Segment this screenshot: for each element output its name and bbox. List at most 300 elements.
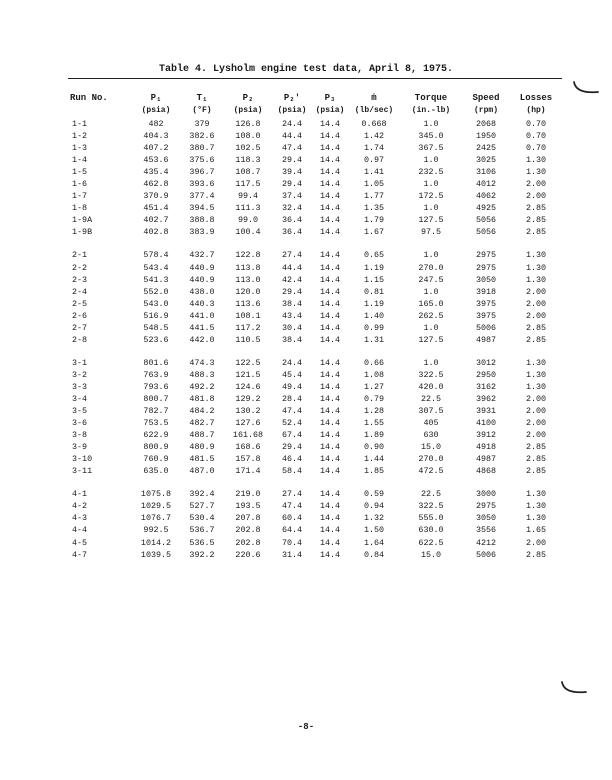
cell-run: 3-10 (72, 454, 93, 465)
cell-p1: 453.6 (143, 155, 169, 166)
table-row (68, 549, 562, 561)
cell-speed: 4212 (475, 537, 497, 548)
cell-run: 3-1 (72, 357, 88, 368)
cell-mass-flow: 0.668 (361, 119, 387, 130)
cell-p3: 14.4 (319, 357, 341, 368)
cell-p2: 113.0 (235, 274, 261, 285)
cell-mass-flow: 0.59 (363, 489, 385, 500)
cell-t1: 383.9 (189, 227, 215, 238)
cell-losses: 1.30 (525, 262, 547, 273)
table-row (68, 226, 562, 238)
col-header-p2: P₂ (242, 93, 254, 103)
cell-mass-flow: 0.84 (363, 549, 385, 560)
cell-run: 1-3 (72, 143, 88, 154)
cell-t1: 527.7 (189, 501, 215, 512)
cell-p2: 117.5 (235, 179, 261, 190)
cell-speed: 4987 (475, 334, 497, 345)
cell-torque: 420.0 (418, 381, 444, 392)
cell-torque: 630 (423, 430, 439, 441)
cell-p2: 108.1 (235, 310, 261, 321)
cell-p3: 14.4 (319, 298, 341, 309)
cell-losses: 2.85 (525, 334, 547, 345)
cell-p1: 435.4 (143, 167, 169, 178)
cell-p2-prime: 47.4 (281, 143, 303, 154)
cell-p2-prime: 42.4 (281, 274, 303, 285)
cell-losses: 2.85 (525, 466, 547, 477)
cell-torque: 630.0 (418, 525, 444, 536)
cell-mass-flow: 1.28 (363, 406, 385, 417)
cell-p2-prime: 29.4 (281, 155, 303, 166)
cell-losses: 2.85 (525, 442, 547, 453)
cell-p3: 14.4 (319, 191, 341, 202)
cell-p2-prime: 70.4 (281, 537, 303, 548)
cell-losses: 1.30 (525, 357, 547, 368)
cell-p1: 992.5 (143, 525, 169, 536)
cell-speed: 3012 (475, 357, 497, 368)
cell-p2: 202.8 (235, 537, 261, 548)
cell-p2: 100.4 (235, 227, 261, 238)
cell-speed: 3162 (475, 381, 497, 392)
corner-mark-top (572, 80, 602, 100)
cell-speed: 3106 (475, 167, 497, 178)
cell-p2: 127.6 (235, 418, 261, 429)
cell-speed: 3556 (475, 525, 497, 536)
cell-p3: 14.4 (319, 262, 341, 273)
cell-p2: 220.6 (235, 549, 261, 560)
table-row (68, 417, 562, 429)
cell-mass-flow: 1.79 (363, 215, 385, 226)
unit-p2: (psia) (233, 106, 263, 115)
cell-p3: 14.4 (319, 250, 341, 261)
cell-t1: 438.0 (189, 286, 215, 297)
cell-mass-flow: 0.94 (363, 501, 385, 512)
cell-losses: 1.30 (525, 155, 547, 166)
col-header-speed: Speed (472, 93, 500, 103)
cell-p1: 482 (148, 119, 164, 130)
cell-p2-prime: 29.4 (281, 286, 303, 297)
cell-torque: 15.0 (420, 442, 442, 453)
cell-p2: 111.3 (235, 203, 261, 214)
cell-speed: 3975 (475, 298, 497, 309)
cell-mass-flow: 1.44 (363, 454, 385, 465)
cell-speed: 3050 (475, 513, 497, 524)
cell-p2: 99.4 (237, 191, 259, 202)
cell-losses: 2.00 (525, 406, 547, 417)
cell-p2-prime: 47.4 (281, 501, 303, 512)
cell-p1: 404.3 (143, 131, 169, 142)
cell-t1: 492.2 (189, 381, 215, 392)
table-row (68, 238, 562, 261)
cell-t1: 396.7 (189, 167, 215, 178)
cell-p2-prime: 60.4 (281, 513, 303, 524)
cell-p3: 14.4 (319, 454, 341, 465)
cell-p2-prime: 67.4 (281, 430, 303, 441)
cell-run: 3-11 (72, 466, 93, 477)
table-row (68, 274, 562, 286)
cell-torque: 1.0 (423, 119, 439, 130)
cell-p2: 126.8 (235, 119, 261, 130)
cell-run: 3-5 (72, 406, 88, 417)
cell-torque: 165.0 (418, 298, 444, 309)
col-header-t1: T₁ (196, 93, 208, 103)
page-number: -8- (297, 722, 315, 732)
cell-p1: 578.4 (143, 250, 169, 261)
cell-run: 4-1 (72, 489, 88, 500)
unit-t1: (°F) (192, 106, 212, 115)
cell-p2-prime: 27.4 (281, 250, 303, 261)
cell-p3: 14.4 (319, 513, 341, 524)
cell-losses: 0.70 (525, 131, 547, 142)
cell-p2: 120.0 (235, 286, 261, 297)
cell-losses: 1.30 (525, 250, 547, 261)
cell-p3: 14.4 (319, 501, 341, 512)
cell-mass-flow: 1.74 (363, 143, 385, 154)
cell-torque: 270.0 (418, 454, 444, 465)
cell-mass-flow: 0.90 (363, 442, 385, 453)
col-header-p1: P₁ (150, 93, 162, 103)
cell-run: 1-5 (72, 167, 88, 178)
cell-run: 1-6 (72, 179, 88, 190)
table-row (68, 190, 562, 202)
cell-run: 2-2 (72, 262, 88, 273)
cell-p2-prime: 31.4 (281, 549, 303, 560)
cell-losses: 1.30 (525, 369, 547, 380)
cell-p2: 171.4 (235, 466, 261, 477)
cell-mass-flow: 1.77 (363, 191, 385, 202)
cell-run: 2-8 (72, 334, 88, 345)
cell-torque: 622.5 (418, 537, 444, 548)
cell-p2: 108.7 (235, 167, 261, 178)
cell-mass-flow: 0.79 (363, 394, 385, 404)
cell-losses: 1.30 (525, 501, 547, 512)
cell-t1: 484.2 (189, 406, 215, 417)
unit-p2-prime: (psia) (277, 106, 307, 115)
cell-p2-prime: 27.4 (281, 489, 303, 500)
cell-torque: 127.5 (418, 215, 444, 226)
cell-run: 3-3 (72, 381, 88, 392)
cell-speed: 3931 (475, 406, 497, 417)
cell-torque: 1.0 (423, 286, 439, 297)
cell-p1: 543.0 (143, 298, 169, 309)
cell-speed: 3975 (475, 310, 497, 321)
col-header-losses: Losses (519, 93, 553, 103)
table-row (68, 453, 562, 465)
engine-test-table (68, 79, 562, 561)
cell-p1: 800.7 (143, 394, 169, 404)
cell-speed: 5006 (475, 322, 497, 333)
cell-p2-prime: 47.4 (281, 406, 303, 417)
cell-p2: 207.8 (235, 513, 261, 524)
cell-run: 3-6 (72, 418, 88, 429)
cell-t1: 481.5 (189, 454, 215, 465)
cell-p2-prime: 49.4 (281, 381, 303, 392)
cell-run: 2-5 (72, 298, 88, 309)
cell-mass-flow: 1.89 (363, 430, 385, 441)
unit-run (68, 103, 132, 118)
unit-speed: (rpm) (473, 106, 498, 115)
cell-run: 2-7 (72, 322, 88, 333)
cell-t1: 536.7 (189, 525, 215, 536)
cell-mass-flow: 0.65 (363, 250, 385, 261)
cell-p2-prime: 64.4 (281, 525, 303, 536)
cell-p3: 14.4 (319, 334, 341, 345)
cell-losses: 2.85 (525, 215, 547, 226)
cell-p1: 763.9 (143, 369, 169, 380)
cell-t1: 380.7 (189, 143, 215, 154)
cell-speed: 5056 (475, 227, 497, 238)
cell-p3: 14.4 (319, 203, 341, 214)
cell-p2-prime: 39.4 (281, 167, 303, 178)
cell-p3: 14.4 (319, 406, 341, 417)
table-row (68, 310, 562, 322)
cell-run: 2-1 (72, 250, 88, 261)
cell-p3: 14.4 (319, 537, 341, 548)
unit-torque: (in.-lb) (411, 106, 451, 115)
cell-losses: 2.00 (525, 394, 547, 404)
cell-p3: 14.4 (319, 381, 341, 392)
cell-losses: 2.00 (525, 537, 547, 548)
cell-p2-prime: 29.4 (281, 179, 303, 190)
col-header-p2-prime: P₂' (283, 93, 301, 103)
cell-p3: 14.4 (319, 286, 341, 297)
cell-p1: 541.3 (143, 274, 169, 285)
cell-mass-flow: 1.42 (363, 131, 385, 142)
cell-p2: 99.0 (237, 215, 259, 226)
cell-p1: 801.6 (143, 357, 169, 368)
cell-p1: 523.6 (143, 334, 169, 345)
table-row (68, 369, 562, 381)
cell-t1: 442.0 (189, 334, 215, 345)
cell-speed: 4925 (475, 203, 497, 214)
cell-losses: 1.65 (525, 525, 547, 536)
table-body (68, 118, 562, 561)
cell-p3: 14.4 (319, 549, 341, 560)
cell-p1: 1075.8 (140, 489, 172, 500)
cell-losses: 2.00 (525, 286, 547, 297)
cell-mass-flow: 1.08 (363, 369, 385, 380)
cell-t1: 441.5 (189, 322, 215, 333)
cell-losses: 2.85 (525, 454, 547, 465)
cell-p2: 113.8 (235, 262, 261, 273)
table-row (68, 118, 562, 130)
cell-speed: 5006 (475, 549, 497, 560)
cell-p1: 1039.5 (140, 549, 172, 560)
cell-losses: 1.30 (525, 381, 547, 392)
cell-torque: 97.5 (420, 227, 442, 238)
cell-p1: 622.9 (143, 430, 169, 441)
cell-speed: 2975 (475, 501, 497, 512)
cell-p3: 14.4 (319, 167, 341, 178)
table-row (68, 441, 562, 453)
cell-losses: 2.00 (525, 310, 547, 321)
cell-p2-prime: 46.4 (281, 454, 303, 465)
cell-p1: 407.2 (143, 143, 169, 154)
cell-p2-prime: 36.4 (281, 215, 303, 226)
cell-p2: 168.6 (235, 442, 261, 453)
cell-run: 1-1 (72, 119, 88, 130)
cell-mass-flow: 1.05 (363, 179, 385, 190)
cell-p3: 14.4 (319, 131, 341, 142)
cell-t1: 440.9 (189, 262, 215, 273)
cell-p2: 102.5 (235, 143, 261, 154)
table-row (68, 346, 562, 369)
cell-t1: 530.4 (189, 513, 215, 524)
cell-torque: 15.0 (420, 549, 442, 560)
cell-p2: 118.3 (235, 155, 261, 166)
cell-speed: 4100 (475, 418, 497, 429)
cell-t1: 481.8 (189, 394, 215, 404)
cell-t1: 394.5 (189, 203, 215, 214)
cell-mass-flow: 1.55 (363, 418, 385, 429)
cell-p2-prime: 58.4 (281, 466, 303, 477)
table-row (68, 298, 562, 310)
cell-p2-prime: 38.4 (281, 298, 303, 309)
cell-p3: 14.4 (319, 274, 341, 285)
unit-mass-flow: (lb/sec) (354, 106, 394, 115)
cell-p1: 516.9 (143, 310, 169, 321)
cell-t1: 388.8 (189, 215, 215, 226)
cell-p2: 122.5 (235, 357, 261, 368)
cell-mass-flow: 1.50 (363, 525, 385, 536)
table-row (68, 500, 562, 512)
cell-t1: 432.7 (189, 250, 215, 261)
cell-p2: 110.5 (235, 334, 261, 345)
cell-torque: 472.5 (418, 466, 444, 477)
table-row (68, 166, 562, 178)
cell-speed: 3050 (475, 274, 497, 285)
cell-p3: 14.4 (319, 322, 341, 333)
cell-run: 2-3 (72, 274, 88, 285)
cell-mass-flow: 1.67 (363, 227, 385, 238)
cell-p3: 14.4 (319, 525, 341, 536)
cell-mass-flow: 1.35 (363, 203, 385, 214)
cell-speed: 2975 (475, 250, 497, 261)
cell-torque: 262.5 (418, 310, 444, 321)
cell-speed: 3025 (475, 155, 497, 166)
cell-run: 4-2 (72, 501, 88, 512)
cell-run: 1-8 (72, 203, 88, 214)
col-header-mass-flow: ṁ (371, 93, 377, 103)
cell-p2: 129.2 (235, 394, 261, 404)
cell-speed: 3918 (475, 286, 497, 297)
cell-p2-prime: 38.4 (281, 334, 303, 345)
cell-p2: 108.0 (235, 131, 261, 142)
cell-mass-flow: 0.66 (363, 357, 385, 368)
cell-mass-flow: 1.31 (363, 334, 385, 345)
cell-run: 3-9 (72, 442, 88, 453)
cell-losses: 2.00 (525, 179, 547, 190)
table-row (68, 429, 562, 441)
cell-run: 4-5 (72, 537, 88, 548)
cell-torque: 1.0 (423, 155, 439, 166)
cell-speed: 4868 (475, 466, 497, 477)
table-row (68, 202, 562, 214)
cell-run: 2-4 (72, 286, 88, 297)
cell-run: 1-9A (72, 215, 93, 226)
cell-losses: 2.85 (525, 322, 547, 333)
cell-t1: 392.2 (189, 549, 215, 560)
cell-torque: 1.0 (423, 322, 439, 333)
table-row (68, 322, 562, 334)
cell-torque: 1.0 (423, 203, 439, 214)
table-row (68, 154, 562, 166)
cell-p3: 14.4 (319, 155, 341, 166)
cell-speed: 4918 (475, 442, 497, 453)
unit-losses: (hp) (526, 106, 546, 115)
cell-losses: 1.30 (525, 489, 547, 500)
cell-losses: 2.00 (525, 418, 547, 429)
cell-t1: 536.5 (189, 537, 215, 548)
cell-torque: 247.5 (418, 274, 444, 285)
cell-p3: 14.4 (319, 143, 341, 154)
cell-p3: 14.4 (319, 430, 341, 441)
cell-mass-flow: 1.19 (363, 262, 385, 273)
cell-p1: 793.6 (143, 381, 169, 392)
cell-t1: 441.0 (189, 310, 215, 321)
cell-run: 4-4 (72, 525, 88, 536)
cell-p3: 14.4 (319, 369, 341, 380)
cell-speed: 2975 (475, 262, 497, 273)
cell-t1: 488.7 (189, 430, 215, 441)
units-row (68, 103, 562, 118)
data-table-wrapper (68, 78, 562, 561)
cell-losses: 1.30 (525, 167, 547, 178)
cell-p1: 462.8 (143, 179, 169, 190)
cell-mass-flow: 0.99 (363, 322, 385, 333)
cell-torque: 172.5 (418, 191, 444, 202)
table-row (68, 393, 562, 405)
cell-losses: 0.70 (525, 143, 547, 154)
table-row (68, 262, 562, 274)
cell-p2: 219.0 (235, 489, 261, 500)
cell-mass-flow: 1.64 (363, 537, 385, 548)
cell-losses: 2.85 (525, 549, 547, 560)
cell-mass-flow: 1.19 (363, 298, 385, 309)
cell-p2: 161.68 (232, 430, 264, 441)
cell-p2-prime: 44.4 (281, 262, 303, 273)
cell-mass-flow: 1.32 (363, 513, 385, 524)
cell-p2-prime: 52.4 (281, 418, 303, 429)
cell-p1: 548.5 (143, 322, 169, 333)
cell-p2-prime: 44.4 (281, 131, 303, 142)
cell-speed: 4062 (475, 191, 497, 202)
cell-p1: 1076.7 (140, 513, 172, 524)
cell-mass-flow: 1.27 (363, 381, 385, 392)
cell-speed: 4987 (475, 454, 497, 465)
table-row (68, 178, 562, 190)
cell-p3: 14.4 (319, 119, 341, 130)
cell-p2-prime: 43.4 (281, 310, 303, 321)
cell-p2: 157.8 (235, 454, 261, 465)
cell-p1: 402.7 (143, 215, 169, 226)
cell-p1: 760.9 (143, 454, 169, 465)
table-row (68, 524, 562, 536)
cell-speed: 4012 (475, 179, 497, 190)
cell-t1: 375.6 (189, 155, 215, 166)
col-header-run: Run No. (70, 93, 108, 103)
cell-torque: 307.5 (418, 406, 444, 417)
cell-p3: 14.4 (319, 215, 341, 226)
cell-mass-flow: 1.85 (363, 466, 385, 477)
cell-p1: 1029.5 (140, 501, 172, 512)
cell-mass-flow: 1.15 (363, 274, 385, 285)
table-row (68, 405, 562, 417)
cell-losses: 1.30 (525, 274, 547, 285)
cell-speed: 2068 (475, 119, 497, 130)
cell-p3: 14.4 (319, 227, 341, 238)
cell-p1: 1014.2 (140, 537, 172, 548)
cell-t1: 382.6 (189, 131, 215, 142)
